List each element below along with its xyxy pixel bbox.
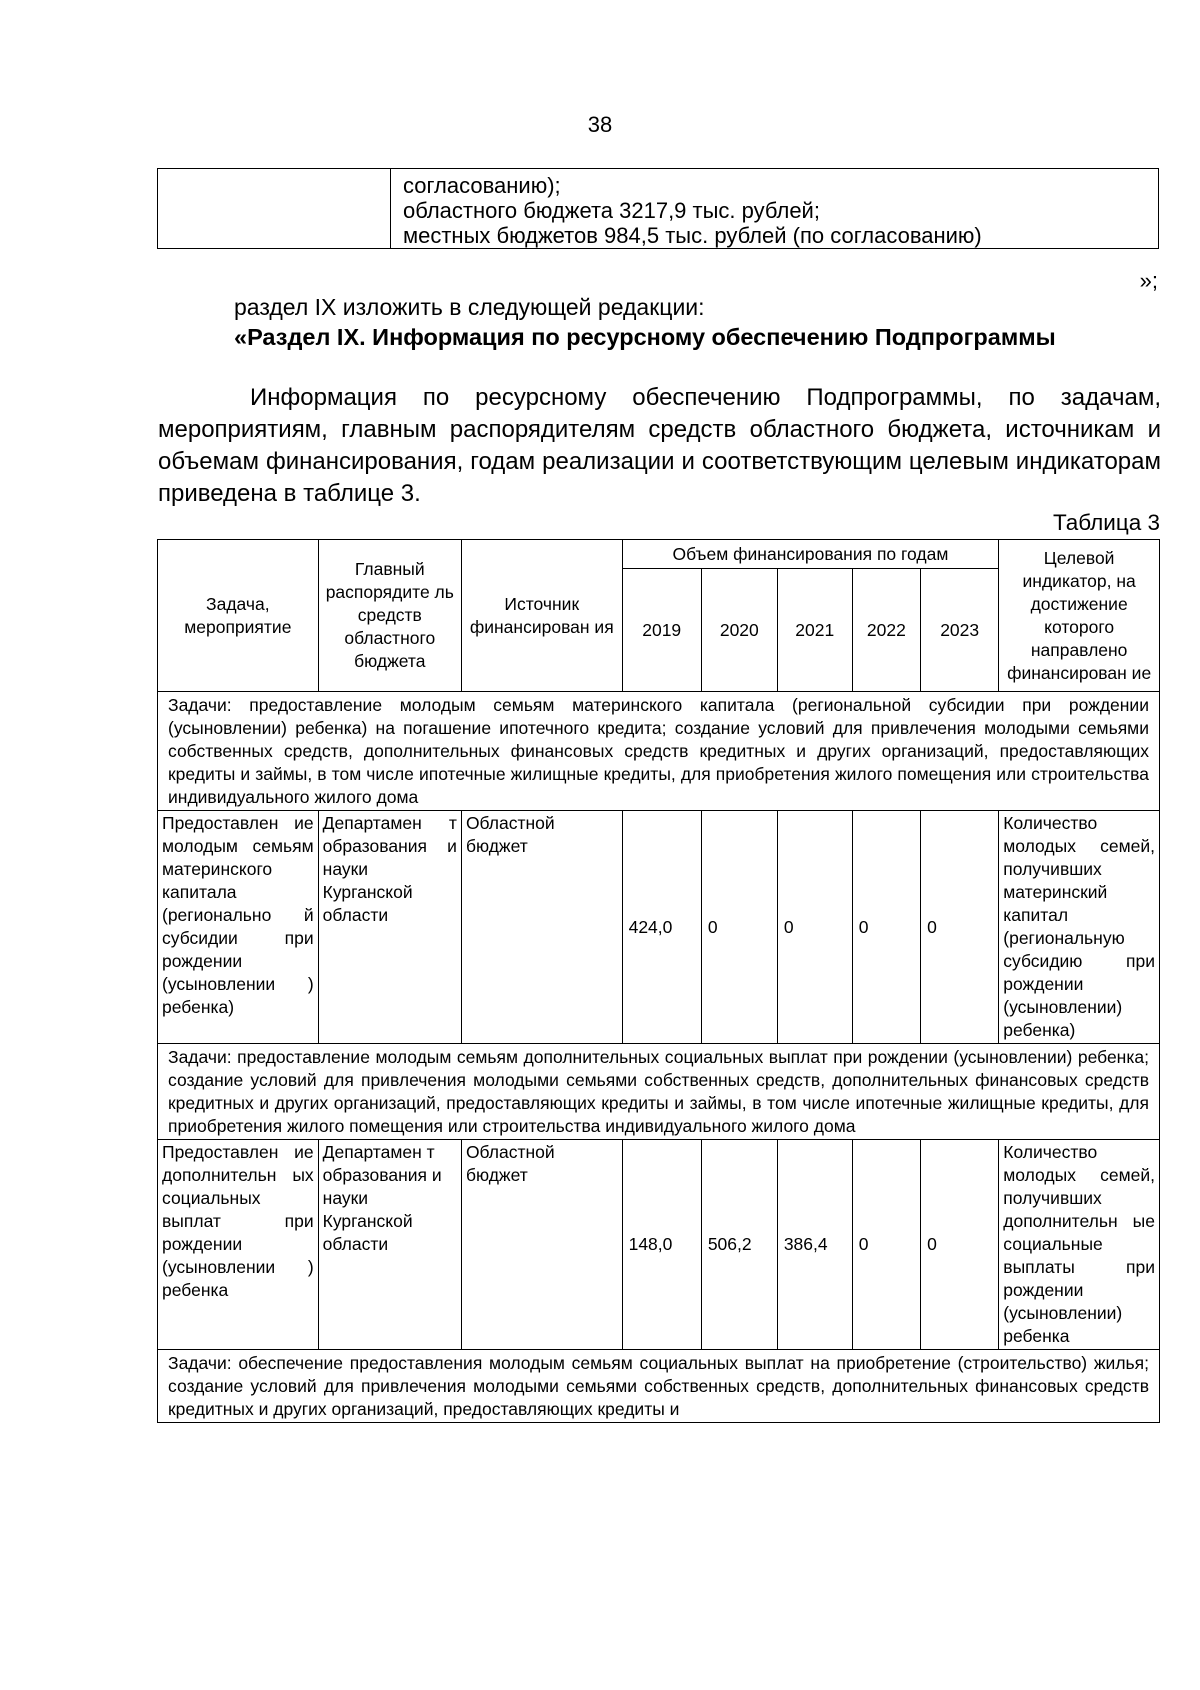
measure-source: Областной бюджет bbox=[461, 811, 622, 1044]
fragment-line: местных бюджетов 984,5 тыс. рублей (по согласованию) bbox=[403, 223, 982, 248]
value-cell: 0 bbox=[852, 811, 920, 1044]
measure-row bbox=[158, 1140, 1160, 1350]
page-number: 38 bbox=[587, 112, 613, 137]
section-heading: «Раздел IX. Информация по ресурсному обеспечению Подпрограммы bbox=[234, 324, 1056, 350]
header-year: 2020 bbox=[701, 569, 777, 692]
value-cell: 0 bbox=[777, 811, 852, 1044]
measure-administrator: Департамен т образования и науки Курганской области bbox=[318, 811, 461, 1044]
header-administrator: Главный распорядите ль средств областного бюджета bbox=[318, 540, 461, 692]
measure-indicator: Количество молодых семей, получивших материнский капитал (региональную субсидию при рождении (усыновлении) ребенка) bbox=[999, 811, 1160, 1044]
task-row bbox=[158, 1350, 1160, 1423]
task-text: Задачи: предоставление молодым семьям дополнительных социальных выплат при рождении (усыновлении) ребенка; создание условий для привлечения молодыми семьями собственных средств, дополнительных финансовых средств кредитных и других организаций, предоставляющих кредиты и займы, в том числе ипотечные жилищные кредиты, для приобретения жилого помещения или строительства индивидуального жилого дома bbox=[158, 1044, 1160, 1140]
task-text: Задачи: предоставление молодым семьям материнского капитала (региональной субсидии при рождении (усыновлении) ребенка) на погашение ипотечного кредита; создание условий для привлечения молодыми семьями собственных средств, дополнительных финансовых средств кредитных и других организаций, предоставляющих кредиты и займы, в том числе ипотечные жилищные кредиты, для приобретения жилого помещения или строительства индивидуального жилого дома bbox=[158, 692, 1160, 811]
measure-name: Предоставлен ие молодым семьям материнского капитала (регионально й субсидии при рождении (усыновлении ) ребенка) bbox=[158, 811, 319, 1044]
measure-indicator: Количество молодых семей, получивших дополнительн ые социальные выплаты при рождении (усыновлении) ребенка bbox=[999, 1140, 1160, 1350]
task-row bbox=[158, 1044, 1160, 1140]
header-task: Задача, мероприятие bbox=[158, 540, 319, 692]
resource-table bbox=[157, 539, 1160, 1423]
body-paragraph: Информация по ресурсному обеспечению Подпрограммы, по задачам, мероприятиям, главным распорядителям средств областного бюджета, источникам и объемам финансирования, годам реализации и соответствующим целевым индикаторам приведена в таблице 3. bbox=[158, 384, 1161, 507]
top-table-empty-cell bbox=[158, 169, 391, 249]
value-cell: 386,4 bbox=[777, 1140, 852, 1350]
table-caption: Таблица 3 bbox=[1053, 510, 1160, 535]
measure-name: Предоставлен ие дополнительн ых социальных выплат при рождении (усыновлении ) ребенка bbox=[158, 1140, 319, 1350]
header-indicator: Целевой индикатор, на достижение которого направлено финансирован ие bbox=[999, 540, 1160, 692]
task-row bbox=[158, 692, 1160, 811]
top-table-fragment bbox=[157, 168, 1159, 249]
value-cell: 506,2 bbox=[701, 1140, 777, 1350]
value-cell: 424,0 bbox=[622, 811, 701, 1044]
measure-administrator: Департамен т образования и науки Курганской области bbox=[318, 1140, 461, 1350]
value-cell: 0 bbox=[921, 1140, 999, 1350]
header-year: 2022 bbox=[852, 569, 920, 692]
value-cell: 148,0 bbox=[622, 1140, 701, 1350]
header-year: 2019 bbox=[622, 569, 701, 692]
measure-row bbox=[158, 811, 1160, 1044]
task-text: Задачи: обеспечение предоставления молодым семьям социальных выплат на приобретение (строительство) жилья; создание условий для привлечения молодыми семьями собственных средств, дополнительных финансовых средств кредитных и других организаций, предоставляющих кредиты и bbox=[158, 1350, 1160, 1423]
header-year: 2021 bbox=[777, 569, 852, 692]
value-cell: 0 bbox=[701, 811, 777, 1044]
fragment-line: областного бюджета 3217,9 тыс. рублей; bbox=[403, 198, 820, 223]
value-cell: 0 bbox=[852, 1140, 920, 1350]
value-cell: 0 bbox=[921, 811, 999, 1044]
measure-source: Областной бюджет bbox=[461, 1140, 622, 1350]
top-table-text-cell bbox=[391, 169, 1159, 249]
amendment-intro: раздел IX изложить в следующей редакции: bbox=[234, 294, 705, 320]
header-financing: Объем финансирования по годам bbox=[622, 540, 999, 569]
closing-quote: »; bbox=[1139, 268, 1158, 293]
header-source: Источник финансирован ия bbox=[461, 540, 622, 692]
header-year: 2023 bbox=[921, 569, 999, 692]
fragment-line: согласованию); bbox=[403, 173, 561, 198]
